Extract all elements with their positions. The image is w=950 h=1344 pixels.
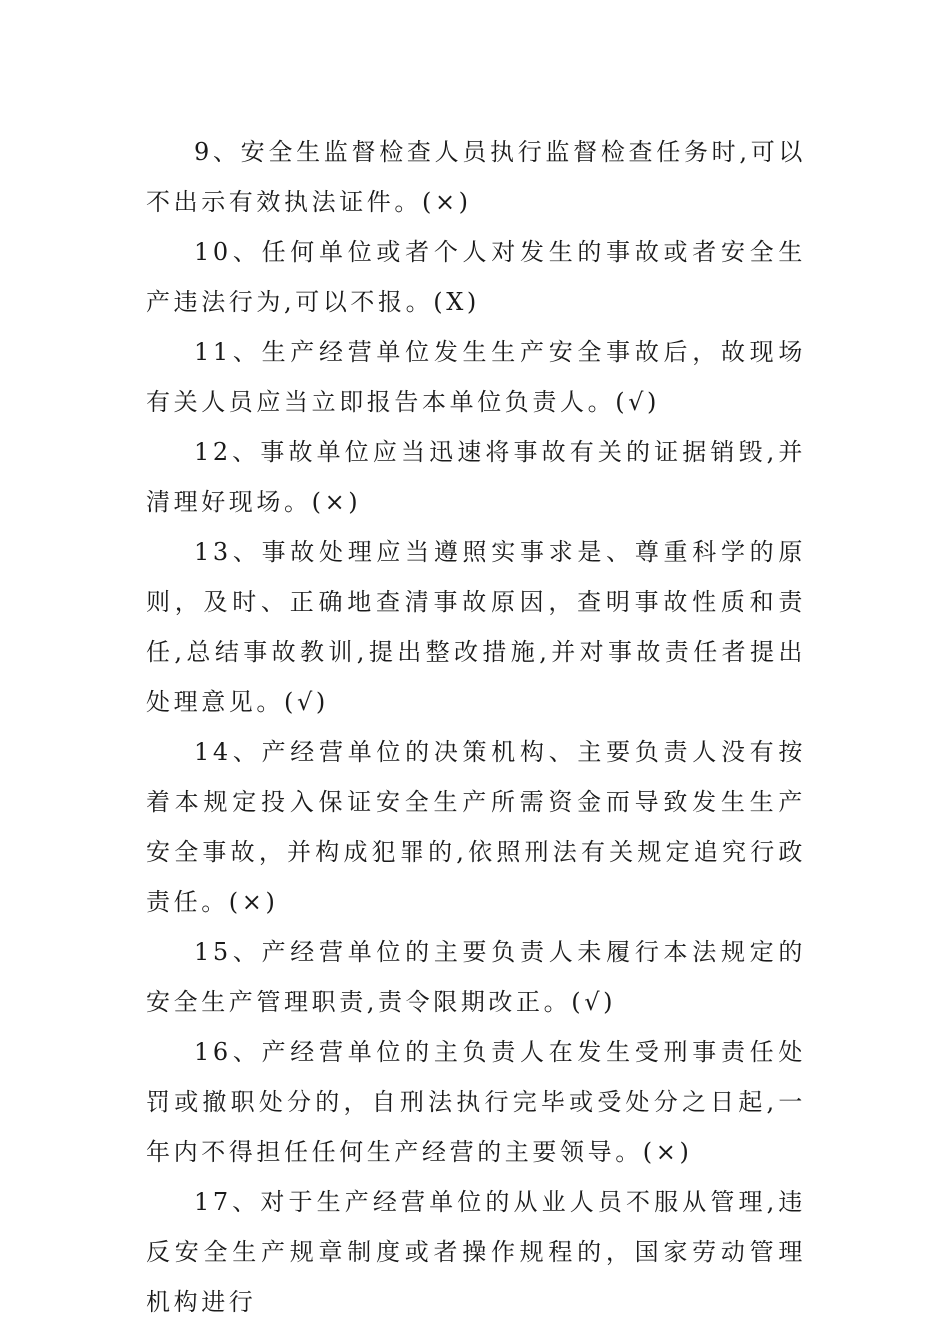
paragraph-item-9: 9、安全生监督检查人员执行监督检查任务时,可以不出示有效执法证件。(×) <box>146 138 806 216</box>
paragraph-item-17: 17、对于生产经营单位的从业人员不服从管理,违反安全生产规章制度或者操作规程的，国家劳动管理机构进行 <box>146 1188 806 1316</box>
document-body <box>146 127 806 1327</box>
paragraph-item-15: 15、产经营单位的主要负责人未履行本法规定的安全生产管理职责,责令限期改正。(√) <box>146 938 806 1016</box>
paragraph-item-14: 14、产经营单位的决策机构、主要负责人没有按着本规定投入保证安全生产所需资金而导致发生生产安全事故，并构成犯罪的,依照刑法有关规定追究行政责任。(×) <box>146 738 806 916</box>
paragraph-item-16: 16、产经营单位的主负责人在发生受刑事责任处罚或撤职处分的，自刑法执行完毕或受处分之日起,一年内不得担任任何生产经营的主要领导。(×) <box>146 1038 806 1166</box>
paragraph-item-11: 11、生产经营单位发生生产安全事故后，故现场有关人员应当立即报告本单位负责人。(√) <box>146 338 806 416</box>
paragraph-item-12: 12、事故单位应当迅速将事故有关的证据销毁,并清理好现场。(×) <box>146 438 806 516</box>
paragraph-item-13: 13、事故处理应当遵照实事求是、尊重科学的原则，及时、正确地查清事故原因，查明事故性质和责任,总结事故教训,提出整改措施,并对事故责任者提出处理意见。(√) <box>146 538 806 716</box>
paragraph-item-10: 10、任何单位或者个人对发生的事故或者安全生产违法行为,可以不报。(X) <box>146 238 806 316</box>
